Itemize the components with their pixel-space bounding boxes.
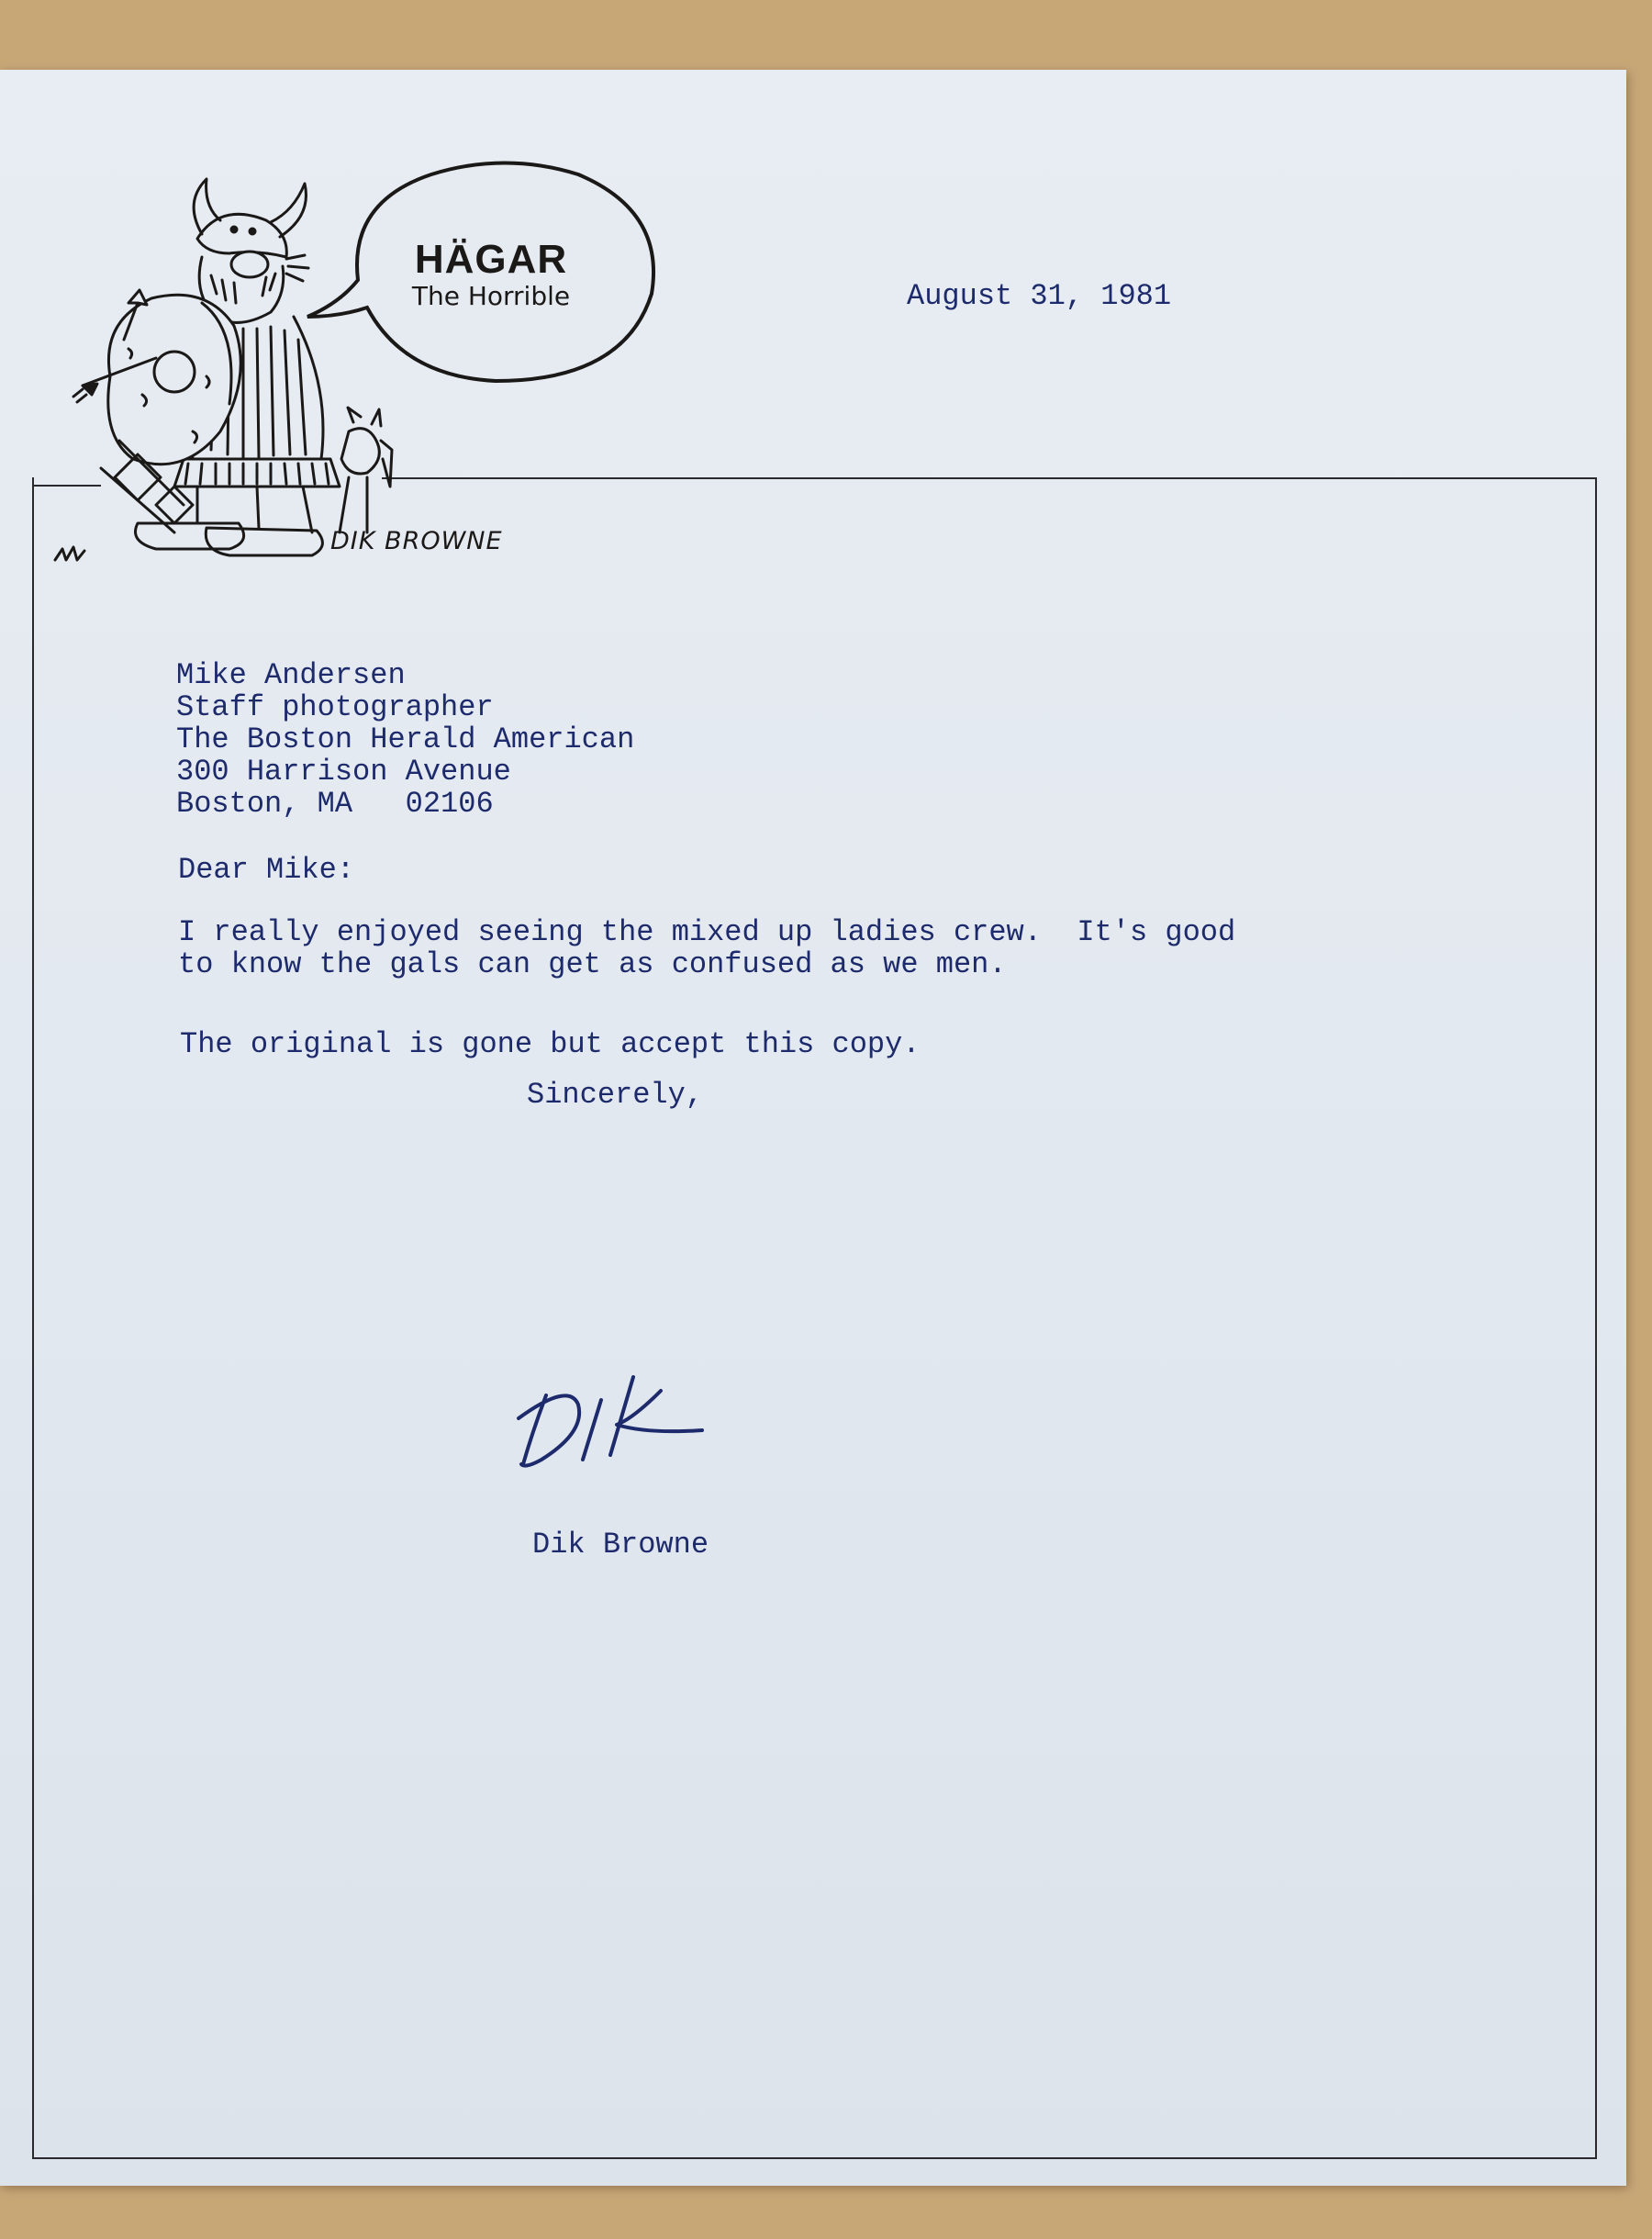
artist-signature: DIK BROWNE: [330, 527, 503, 555]
handwritten-signature: [514, 1368, 716, 1478]
closing: Sincerely,: [527, 1078, 704, 1112]
letterhead-subtitle: The Horrible: [411, 281, 571, 311]
recipient-line: Mike Andersen: [176, 658, 406, 692]
letter-border-top: [382, 477, 1595, 479]
recipient-address: [176, 659, 634, 820]
letter-body: [178, 916, 1235, 980]
letter-body-closing-line: The original is gone but accept this copy.: [180, 1027, 921, 1061]
recipient-line: The Boston Herald American: [176, 722, 635, 756]
recipient-line: 300 Harrison Avenue: [176, 755, 511, 789]
body-line: I really enjoyed seeing the mixed up ladies crew. It's good: [178, 915, 1236, 949]
recipient-line: Boston, MA 02106: [176, 787, 494, 821]
recipient-line: Staff photographer: [176, 690, 494, 724]
body-line: to know the gals can get as confused as we men.: [178, 947, 1007, 981]
signer-name: Dik Browne: [532, 1528, 709, 1562]
letterhead-title: HÄGAR: [414, 237, 568, 282]
letter-date: August 31, 1981: [907, 279, 1172, 313]
salutation: Dear Mike:: [178, 853, 355, 887]
